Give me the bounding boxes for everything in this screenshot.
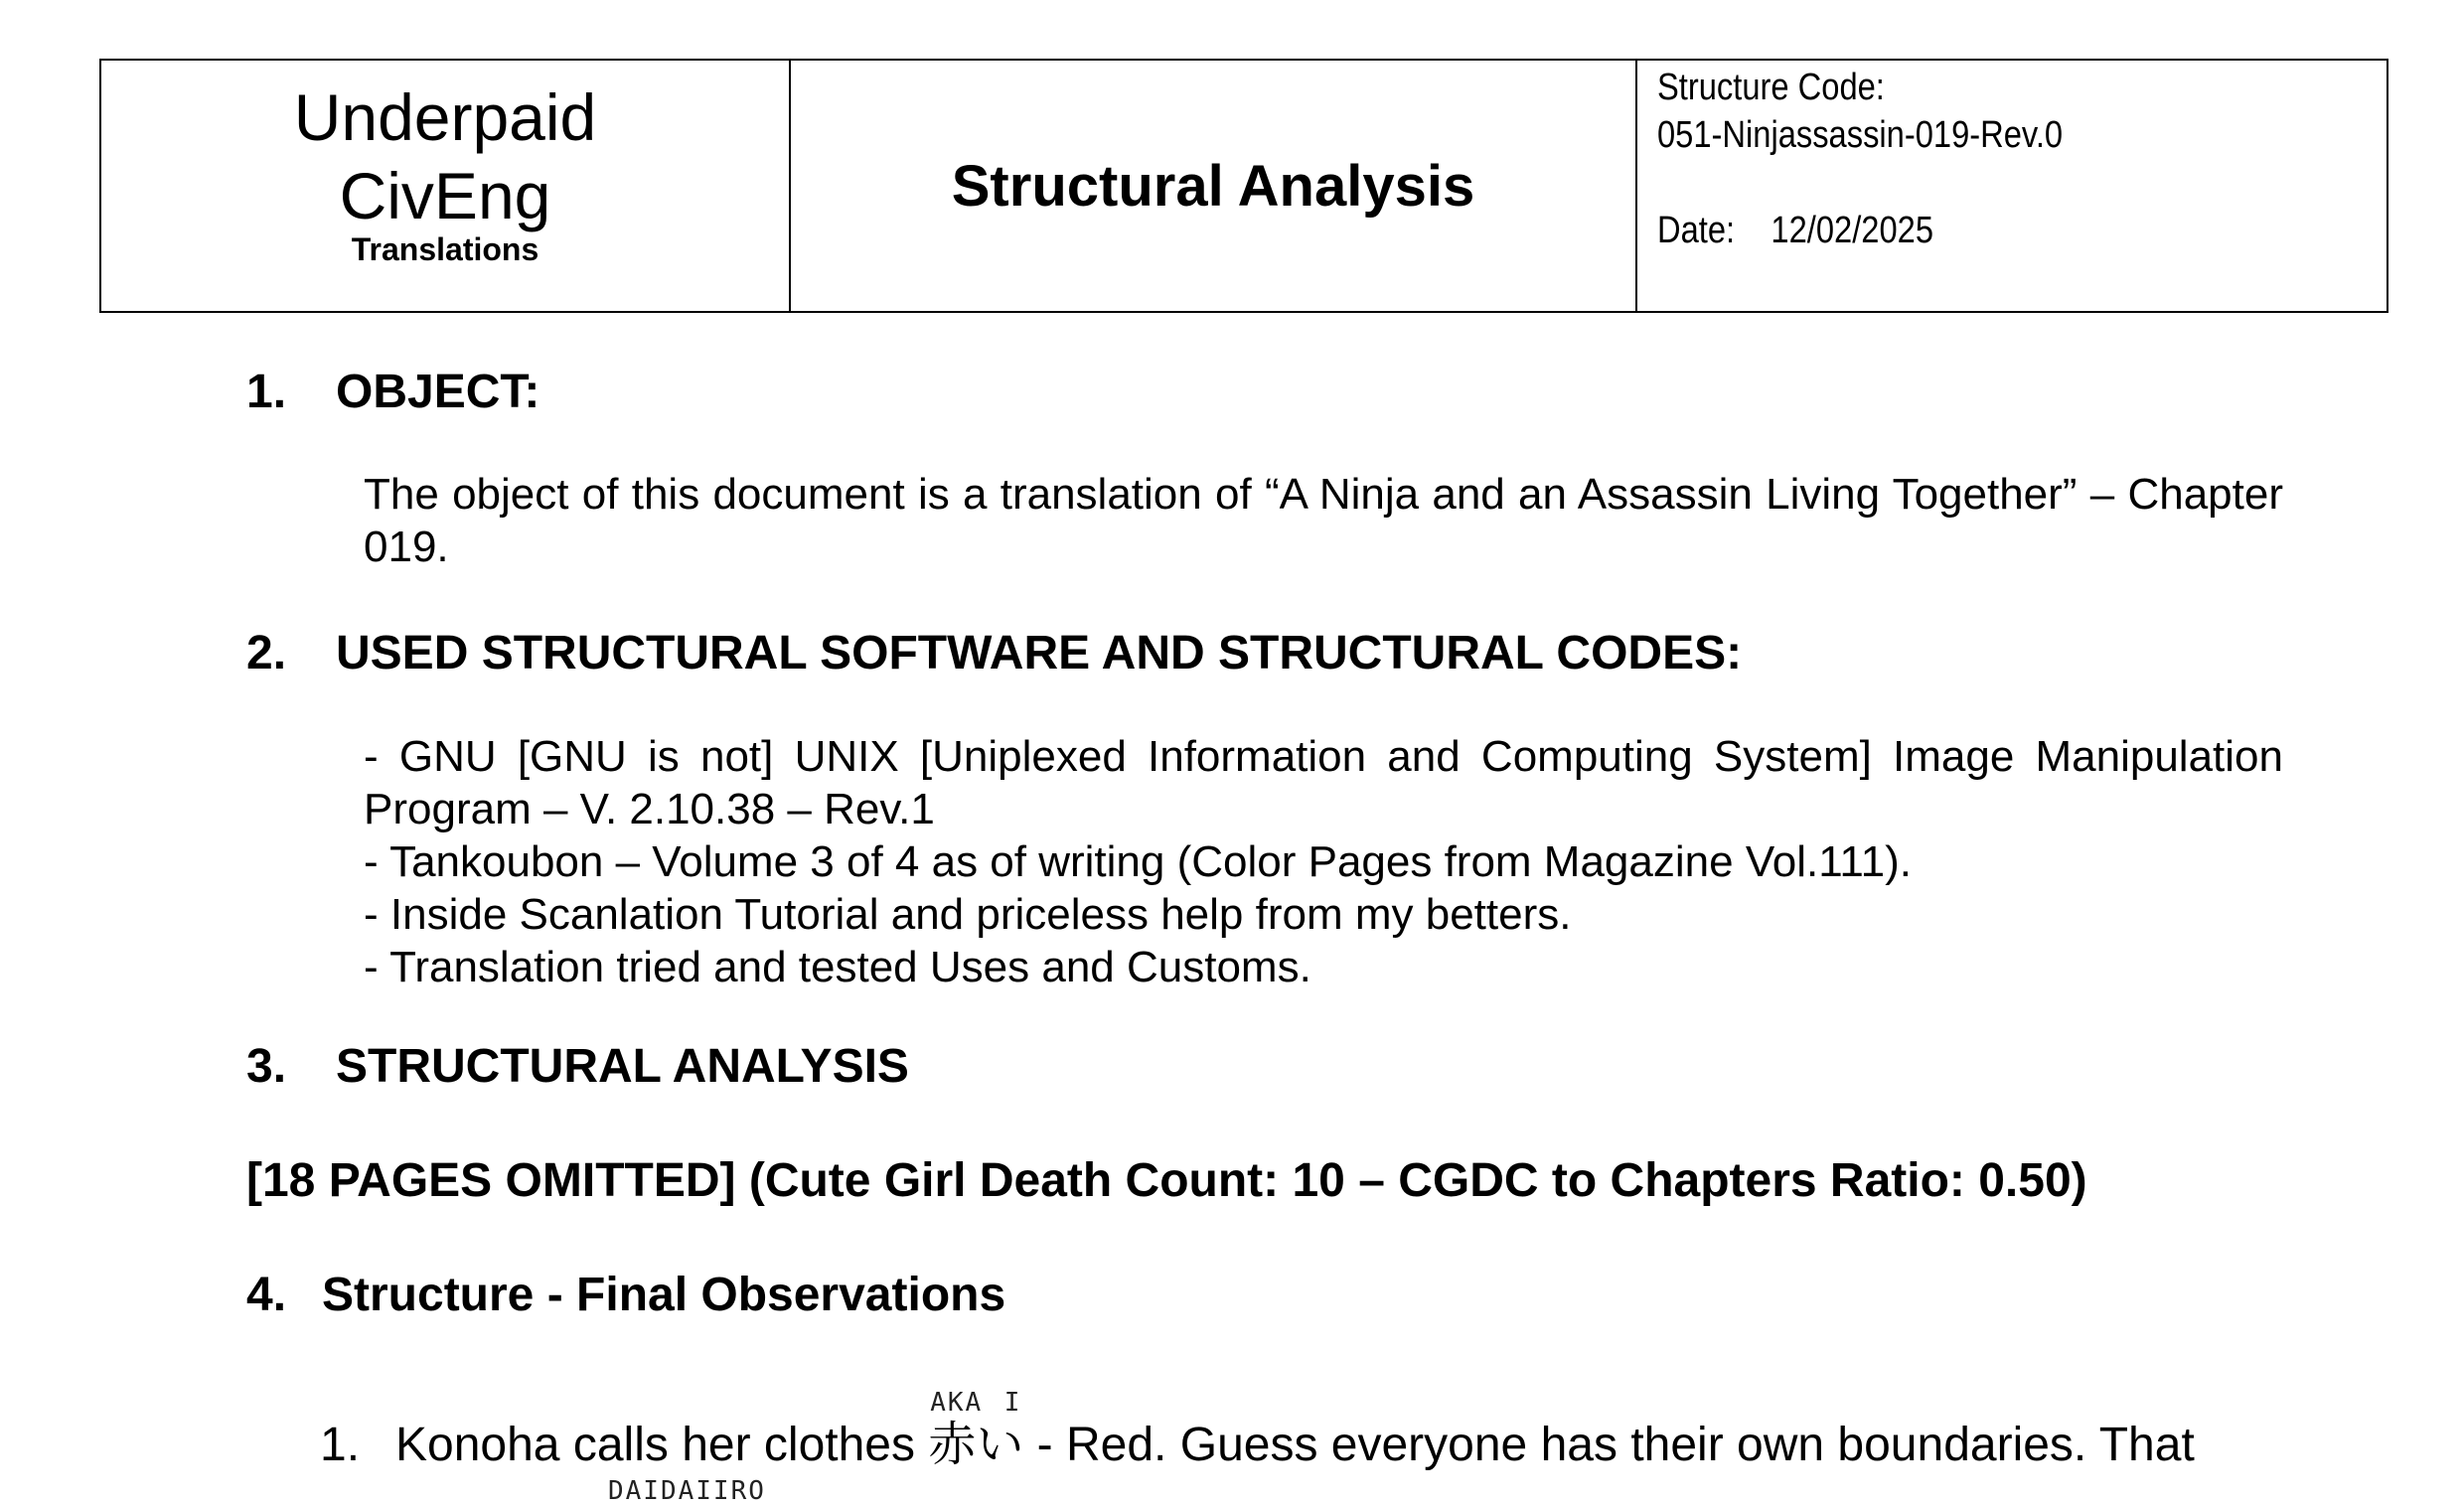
section-number: 4. [246,1269,287,1321]
observation-text-before: Konoha calls her clothes [395,1419,929,1471]
metadata-cell [1637,61,2387,311]
software-item: - Tankoubon – Volume 3 of 4 as of writing (Color Pages from Magazine Vol.111). [364,837,1912,886]
date-label: Date: [1657,210,1736,251]
section-number: 2. [246,627,287,679]
section-3-heading [246,1039,909,1095]
software-item: - GNU [GNU is not] UNIX [Uniplexed Information and Computing System] Image Manipulation Program – V. 2.10.38 – Rev.1 [364,732,2283,833]
section-title: Structure - Final Observations [322,1269,1006,1321]
section-number: 1. [246,366,287,418]
romaji-reading: AKA I [928,1388,1024,1418]
observation-item [320,1388,2195,1473]
logo-cell [101,61,791,311]
section-4-heading [246,1268,1005,1323]
section-1-heading [246,365,539,420]
observation-number: 1. [320,1419,361,1471]
section-title: OBJECT: [336,366,540,418]
structure-code-label: Structure Code: [1657,67,1885,108]
section-number: 3. [246,1040,287,1093]
section-2-heading [246,626,1742,681]
logo-subtitle: Translations [351,231,539,267]
logo-text-line2: CivEng [339,159,551,232]
section-title: USED STRUCTURAL SOFTWARE AND STRUCTURAL CODES: [336,627,1743,679]
japanese-word-with-reading [928,1388,1024,1472]
logo-text-line1: Underpaid [293,80,597,154]
software-list [364,730,2283,993]
next-line-romaji-reading: DAIDAIIRO [608,1476,766,1506]
title-cell [791,61,1637,311]
software-item: - Inside Scanlation Tutorial and priceless help from my betters. [364,890,1572,939]
object-paragraph: The object of this document is a translation of “A Ninja and an Assassin Living Together” – Chapter 019. [364,470,2283,571]
document-title: Structural Analysis [951,153,1475,219]
structure-code-value: 051-Ninjassassin-019-Rev.0 [1657,114,2064,156]
document-header-table [99,59,2388,313]
date-value: 12/02/2025 [1771,210,1933,251]
section-title: STRUCTURAL ANALYSIS [336,1040,909,1093]
omitted-pages-note: [18 PAGES OMITTED] (Cute Girl Death Count: 10 – CGDC to Chapters Ratio: 0.50) [246,1154,2087,1207]
software-item: - Translation tried and tested Uses and Customs. [364,943,1311,991]
observation-text-after: - Red. Guess everyone has their own boundaries. That [1023,1419,2195,1471]
date-row [1657,208,1933,253]
japanese-word: 赤い [928,1417,1024,1472]
